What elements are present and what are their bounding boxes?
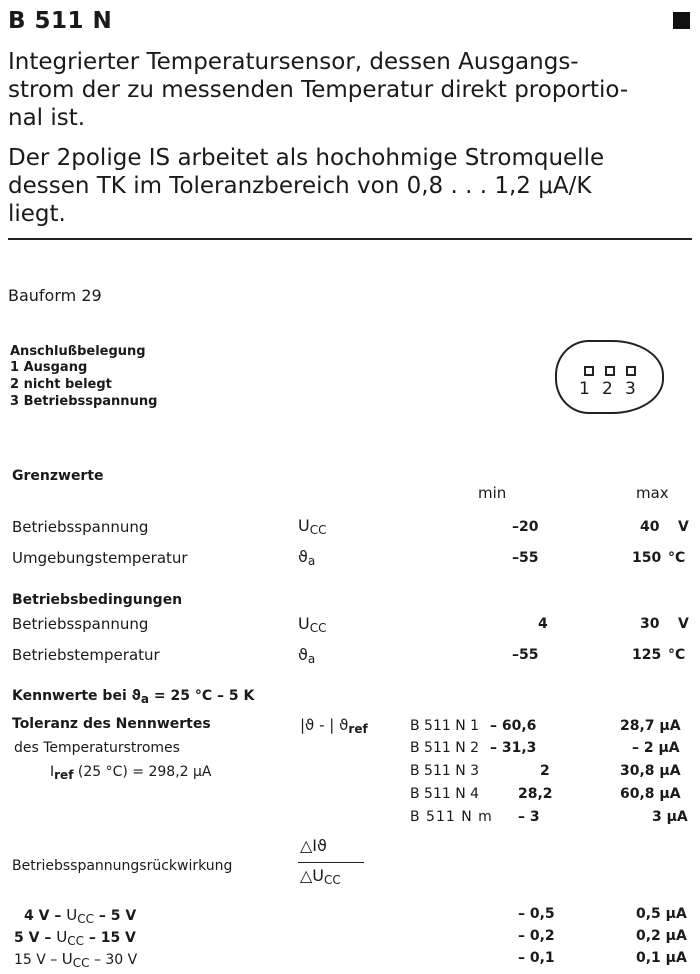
bauform-label: Bauform 29 xyxy=(8,286,102,305)
unit: V xyxy=(678,616,689,632)
fraction-denominator: $\triangle U_{CC}$ xyxy=(300,866,341,887)
pin-number-2: 2 xyxy=(602,379,613,399)
min-value: –20 xyxy=(512,519,539,535)
fraction-numerator: △Iϑ xyxy=(300,836,327,855)
row-label: Betriebstemperatur xyxy=(12,646,160,664)
fraction-bar xyxy=(298,862,364,863)
type-min: – 31,3 xyxy=(490,740,537,756)
max-value: 30 xyxy=(640,616,660,632)
pin-item-3: 3 Betriebsspannung xyxy=(10,394,158,409)
type-name: B 511 N 4 xyxy=(410,786,480,802)
min-value: –55 xyxy=(512,550,539,566)
range-min: – 0,1 xyxy=(518,950,555,966)
pin-number-3: 3 xyxy=(625,379,636,399)
type-max: 3 μA xyxy=(652,809,688,825)
intro-line-1: Integrierter Temperatursensor, dessen Ausgangs- xyxy=(8,49,579,75)
page-title: B 511 N xyxy=(8,8,113,34)
tol-label-2: des Temperaturstromes xyxy=(14,740,180,756)
pin-item-2: 2 nicht belegt xyxy=(10,377,112,392)
divider xyxy=(8,238,692,240)
pad-icon xyxy=(584,366,594,376)
unit: V xyxy=(678,519,689,535)
range-label: 15 V – UCC – 30 V xyxy=(14,950,138,970)
type-min: – 3 xyxy=(518,809,540,825)
type-min: – 60,6 xyxy=(490,718,537,734)
col-min-header: min xyxy=(478,484,507,502)
symbol: $ϑ_a$ xyxy=(298,547,316,568)
symbol: $U_{CC}$ xyxy=(298,614,327,635)
pin-number-1: 1 xyxy=(579,379,590,399)
pad-icon xyxy=(605,366,615,376)
pinout-heading: Anschlußbelegung xyxy=(10,344,146,359)
grenzwerte-heading: Grenzwerte xyxy=(12,468,104,484)
iref-label: Iref (25 °C) = 298,2 μA xyxy=(50,764,212,782)
max-value: 40 xyxy=(640,519,660,535)
betrieb-heading: Betriebsbedingungen xyxy=(12,592,183,608)
type-max: 60,8 μA xyxy=(620,786,681,802)
symbol: $ϑ_a$ xyxy=(298,645,316,666)
symbol: $U_{CC}$ xyxy=(298,516,327,537)
black-square-marker xyxy=(673,12,690,29)
type-max: 30,8 μA xyxy=(620,763,681,779)
intro-line-2: strom der zu messenden Temperatur direkt proportio- xyxy=(8,77,629,103)
row-label: Umgebungstemperatur xyxy=(12,549,188,567)
range-label: 4 V – UCC – 5 V xyxy=(24,906,137,926)
rueck-label: Betriebsspannungsrückwirkung xyxy=(12,858,233,874)
pad-icon xyxy=(626,366,636,376)
min-value: 4 xyxy=(538,616,548,632)
package-outline-icon xyxy=(555,340,664,414)
tol-label-1: Toleranz des Nennwertes xyxy=(12,716,211,732)
intro-line-6: liegt. xyxy=(8,201,66,227)
row-label: Betriebsspannung xyxy=(12,615,149,633)
unit: °C xyxy=(668,550,686,566)
intro-line-5: dessen TK im Toleranzbereich von 0,8 . . . 1,2 μA/K xyxy=(8,173,592,199)
intro-line-4: Der 2polige IS arbeitet als hochohmige Stromquelle xyxy=(8,145,605,171)
range-max: 0,1 μA xyxy=(636,950,687,966)
range-label: 5 V – UCC – 15 V xyxy=(14,928,136,948)
type-name: B 511 N m xyxy=(410,809,493,825)
unit: °C xyxy=(668,647,686,663)
type-max: – 2 μA xyxy=(632,740,680,756)
range-min: – 0,2 xyxy=(518,928,555,944)
range-max: 0,2 μA xyxy=(636,928,687,944)
max-value: 150 xyxy=(632,550,662,566)
type-name: B 511 N 3 xyxy=(410,763,480,779)
pin-item-1: 1 Ausgang xyxy=(10,360,88,375)
kennwerte-heading: Kennwerte bei ϑa = 25 °C – 5 K xyxy=(12,688,255,706)
type-min: 2 xyxy=(540,763,550,779)
type-max: 28,7 μA xyxy=(620,718,681,734)
intro-line-3: nal ist. xyxy=(8,105,86,131)
row-label: Betriebsspannung xyxy=(12,518,149,536)
type-name: B 511 N 1 xyxy=(410,718,480,734)
col-max-header: max xyxy=(636,484,669,502)
min-value: –55 xyxy=(512,647,539,663)
range-min: – 0,5 xyxy=(518,906,555,922)
range-max: 0,5 μA xyxy=(636,906,687,922)
max-value: 125 xyxy=(632,647,662,663)
type-min: 28,2 xyxy=(518,786,553,802)
tol-symbol: |ϑ - | $ϑ_{ref}$ xyxy=(300,716,368,736)
type-name: B 511 N 2 xyxy=(410,740,480,756)
